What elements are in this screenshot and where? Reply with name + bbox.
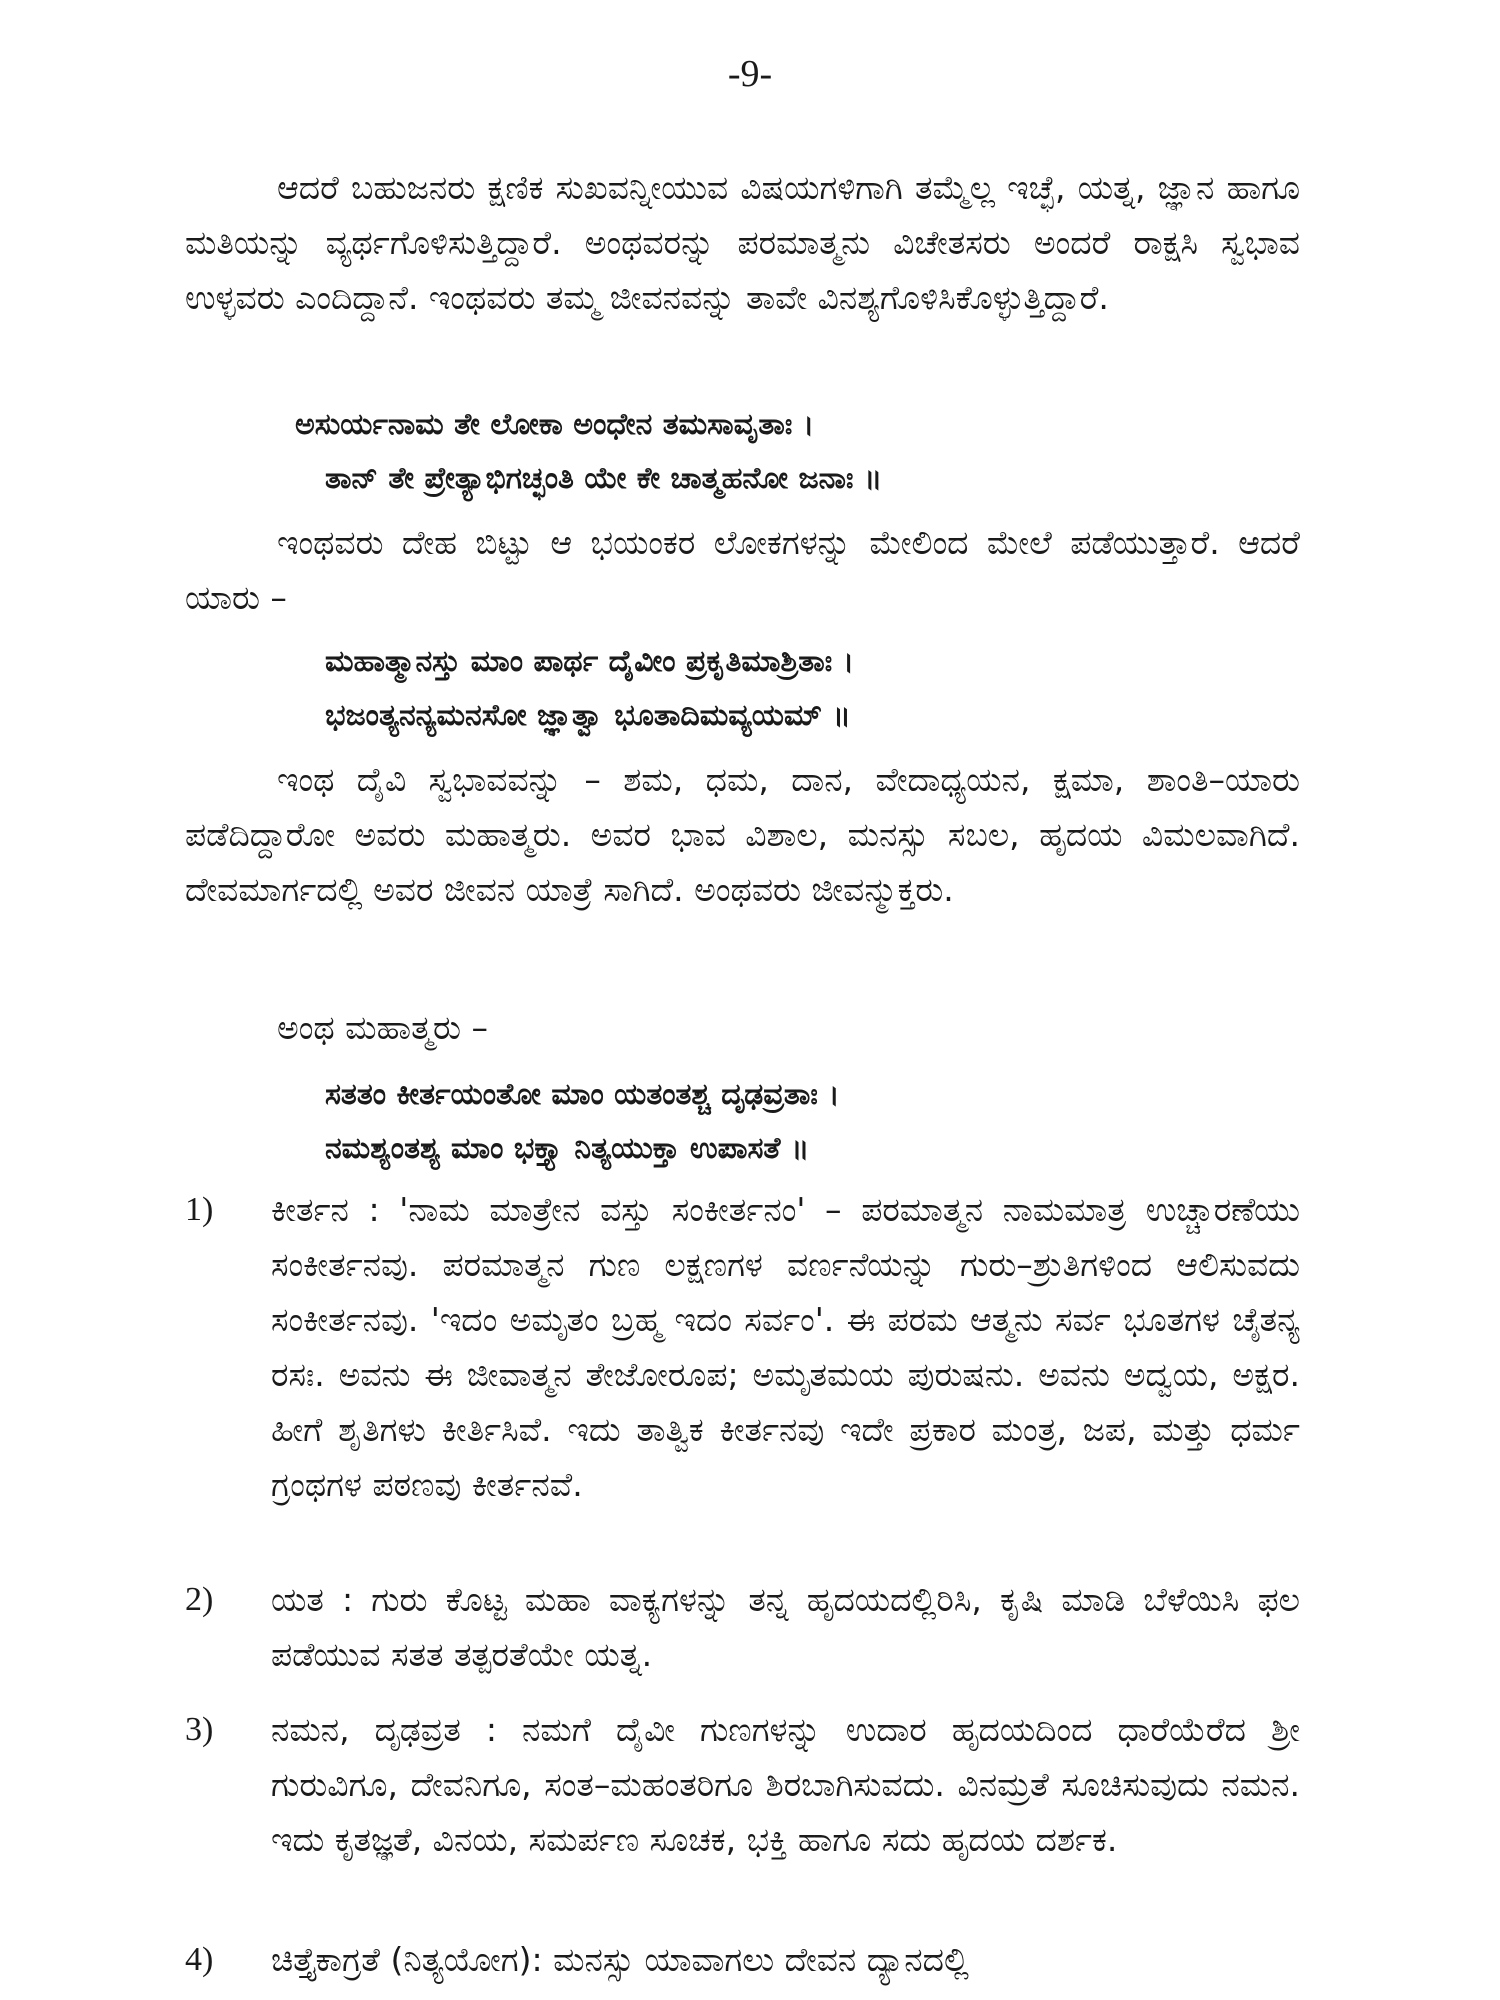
list-item-1: [185, 1182, 1300, 1512]
verse-1-line-2: ತಾನ್ ತೇ ಪ್ರೇತ್ಯಾಭಿಗಚ್ಛಂತಿ ಯೇ ಕೇ ಚಾತ್ಮಹನೋ ಜನಾಃ ॥: [325, 461, 883, 496]
paragraph-2: ಇಂಥವರು ದೇಹ ಬಿಟ್ಟು ಆ ಭಯಂಕರ ಲೋಕಗಳನ್ನು ಮೇಲಿಂದ ಮೇಲೆ ಪಡೆಯುತ್ತಾರೆ. ಆದರೆ ಯಾರು –: [185, 523, 1300, 617]
list-item-text: ಯತ : ಗುರು ಕೊಟ್ಟ ಮಹಾ ವಾಕ್ಯಗಳನ್ನು ತನ್ನ ಹೃದಯದಲ್ಲಿರಿಸಿ, ಕೃಷಿ ಮಾಡಿ ಬೆಳೆಯಿಸಿ ಫಲ ಪಡೆಯುವ ಸತತ ತತ್ಪರತೆಯೇ ಯತ್ನ.: [271, 1580, 1300, 1674]
list-item-number: 3): [185, 1711, 214, 1748]
verse-1-line-1: ಅಸುರ್ಯನಾಮ ತೇ ಲೋಕಾ ಅಂಧೇನ ತಮಸಾವೃತಾಃ ।: [295, 407, 815, 442]
verse-3-line-2: ನಮಶ್ಯಂತಶ್ಯ ಮಾಂ ಭಕ್ತ್ಯಾ ನಿತ್ಯಯುಕ್ತಾ ಉಪಾಸತೆ ॥: [325, 1131, 810, 1166]
list-item-number: 1): [185, 1191, 214, 1228]
paragraph-3: ಇಂಥ ದೈವಿ ಸ್ವಭಾವವನ್ನು – ಶಮ, ಧಮ, ದಾನ, ವೇದಾಧ್ಯಯನ, ಕ್ಷಮಾ, ಶಾಂತಿ–ಯಾರು ಪಡೆದಿದ್ದಾರೋ ಅವರು ಮಹಾತ್ಮರು. ಅವರ ಭಾವ ವಿಶಾಲ, ಮನಸ್ಸು ಸಬಲ, ಹೃದಯ ವಿಮಲವಾಗಿದೆ. ದೇವಮಾರ್ಗದಲ್ಲಿ ಅವರ ಜೀವನ ಯಾತ್ರೆ ಸಾಗಿದೆ. ಅಂಥವರು ಜೀವನ್ಮುಕ್ತರು.: [185, 760, 1300, 909]
verse-3-line-1: ಸತತಂ ಕೀರ್ತಯಂತೋ ಮಾಂ ಯತಂತಶ್ಚ ದೃಢವ್ರತಾಃ ।: [325, 1077, 840, 1112]
verse-2-line-1: ಮಹಾತ್ಮಾನಸ್ತು ಮಾಂ ಪಾರ್ಥ ದೈವೀಂ ಪ್ರಕೃತಿಮಾಶ್ರಿತಾಃ ।: [325, 644, 855, 679]
list-item-4: [185, 1932, 1300, 1987]
list-item-3: [185, 1702, 1300, 1867]
list-item-text: ಚಿತ್ತೈಕಾಗ್ರತೆ (ನಿತ್ಯಯೋಗ): ಮನಸ್ಸು ಯಾವಾಗಲು ದೇವನ ದ್ಯಾನದಲ್ಲಿ: [271, 1940, 969, 1979]
list-item-text: ನಮನ, ದೃಢವ್ರತ : ನಮಗೆ ದೈವೀ ಗುಣಗಳನ್ನು ಉದಾರ ಹೃದಯದಿಂದ ಧಾರೆಯೆರೆದ ಶ್ರೀ ಗುರುವಿಗೂ, ದೇವನಿಗೂ, ಸಂತ–ಮಹಂತರಿಗೂ ಶಿರಬಾಗಿಸುವದು. ವಿನಮ್ರತೆ ಸೂಚಿಸುವುದು ನಮನ. ಇದು ಕೃತಜ್ಞತೆ, ವಿನಯ, ಸಮರ್ಪಣ ಸೂಚಕ, ಭಕ್ತಿ ಹಾಗೂ ಸದು ಹೃದಯ ದರ್ಶಕ.: [271, 1710, 1300, 1859]
list-item-text: ಕೀರ್ತನ : 'ನಾಮ ಮಾತ್ರೇನ ವಸ್ತು ಸಂಕೀರ್ತನಂ' – ಪರಮಾತ್ಮನ ನಾಮಮಾತ್ರ ಉಚ್ಚಾರಣೆಯು ಸಂಕೀರ್ತನವು. ಪರಮಾತ್ಮನ ಗುಣ ಲಕ್ಷಣಗಳ ವರ್ಣನೆಯನ್ನು ಗುರು–ಶ್ರುತಿಗಳಿಂದ ಆಲಿಸುವದು ಸಂಕೀರ್ತನವು. 'ಇದಂ ಅಮೃತಂ ಬ್ರಹ್ಮ ಇದಂ ಸರ್ವಂ'. ಈ ಪರಮ ಆತ್ಮನು ಸರ್ವ ಭೂತಗಳ ಚೈತನ್ಯ ರಸಃ. ಅವನು ಈ ಜೀವಾತ್ಮನ ತೇಜೋರೂಪ; ಅಮೃತಮಯ ಪುರುಷನು. ಅವನು ಅದ್ವಯ, ಅಕ್ಷರ. ಹೀಗೆ ಶೃತಿಗಳು ಕೀರ್ತಿಸಿವೆ. ಇದು ತಾತ್ವಿಕ ಕೀರ್ತನವು ಇದೇ ಪ್ರಕಾರ ಮಂತ್ರ, ಜಪ, ಮತ್ತು ಧರ್ಮ ಗ್ರಂಥಗಳ ಪಠಣವು ಕೀರ್ತನವೆ.: [271, 1190, 1300, 1504]
list-item-number: 2): [185, 1581, 214, 1618]
paragraph-4: ಅಂಥ ಮಹಾತ್ಮರು –: [277, 1008, 488, 1047]
list-item-number: 4): [185, 1941, 214, 1978]
list-item-2: [185, 1572, 1300, 1682]
page-number: -9-: [727, 53, 773, 95]
paragraph-1: ಆದರೆ ಬಹುಜನರು ಕ್ಷಣಿಕ ಸುಖವನ್ನೀಯುವ ವಿಷಯಗಳಿಗಾಗಿ ತಮ್ಮೆಲ್ಲ ಇಚ್ಛೆ, ಯತ್ನ, ಜ್ಞಾನ ಹಾಗೂ ಮತಿಯನ್ನು ವ್ಯರ್ಥಗೊಳಿಸುತ್ತಿದ್ದಾರೆ. ಅಂಥವರನ್ನು ಪರಮಾತ್ಮನು ವಿಚೇತಸರು ಅಂದರೆ ರಾಕ್ಷಸಿ ಸ್ವಭಾವ ಉಳ್ಳವರು ಎಂದಿದ್ದಾನೆ. ಇಂಥವರು ತಮ್ಮ ಜೀವನವನ್ನು ತಾವೇ ವಿನಶ್ಯಗೊಳಿಸಿಕೊಳ್ಳುತ್ತಿದ್ದಾರೆ.: [185, 168, 1300, 317]
verse-2-line-2: ಭಜಂತ್ಯನನ್ಯಮನಸೋ ಜ್ಞಾತ್ವಾ ಭೂತಾದಿಮವ್ಯಯಮ್ ॥: [325, 698, 851, 733]
